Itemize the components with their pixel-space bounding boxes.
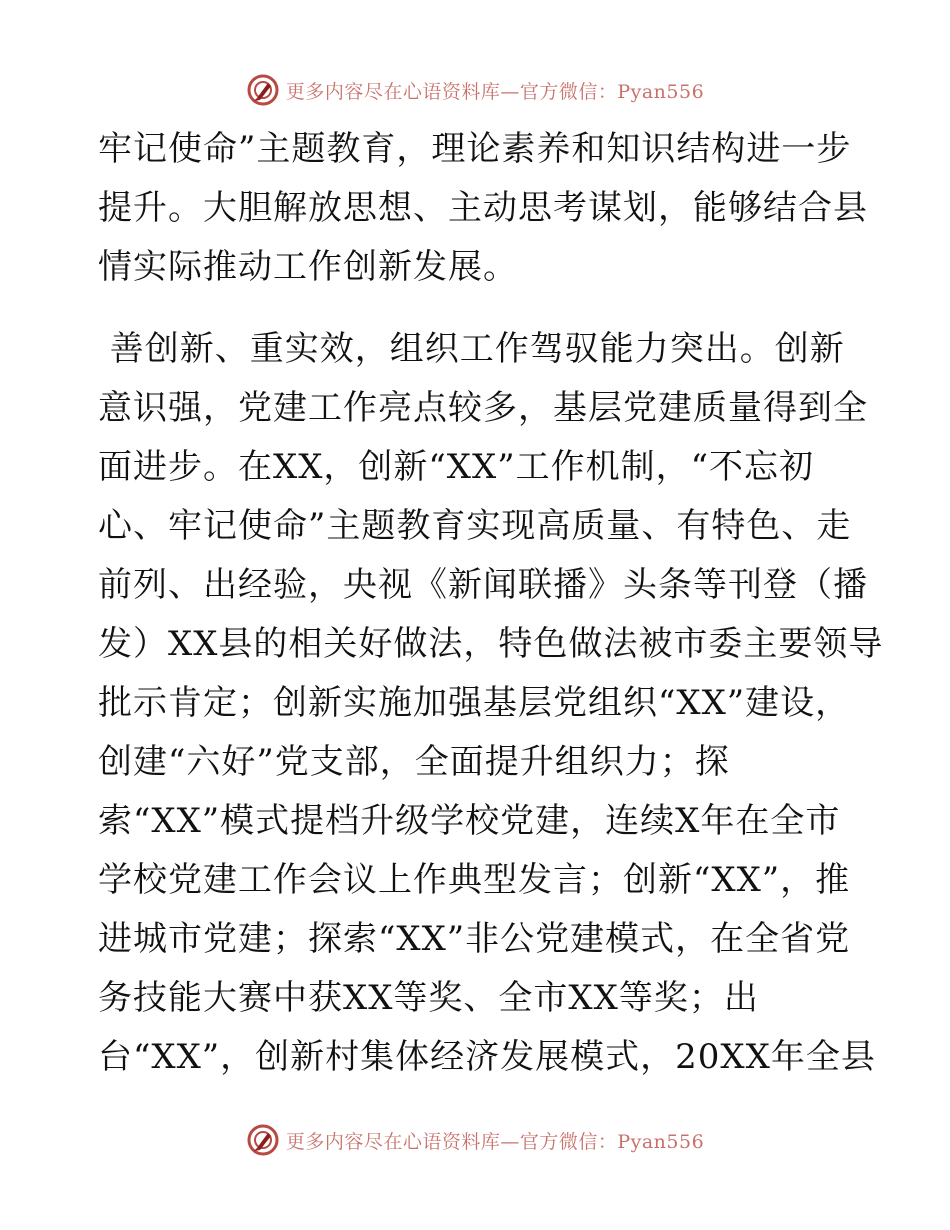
text-line: 面进步。在XX，创新“XX”工作机制，“不忘初 <box>98 447 814 487</box>
text-line: 心、牢记使命”主题教育实现高质量、有特色、走 <box>98 506 852 546</box>
footer-banner-text: 更多内容尽在心语资料库—官方微信：Pyan556 <box>285 1130 705 1153</box>
document-body <box>98 120 884 1087</box>
text-line: 发）XX县的相关好做法，特色做法被市委主要领导 <box>98 624 884 664</box>
text-line: 创建“六好”党支部，全面提升组织力；探 <box>98 742 730 782</box>
pen-nib-logo-icon <box>246 73 280 107</box>
paragraph-2 <box>98 320 884 1087</box>
paragraph-1 <box>98 120 868 297</box>
footer-banner <box>0 1120 950 1160</box>
text-line: 务技能大赛中获XX等奖、全市XX等奖；出 <box>98 978 759 1018</box>
text-line: 善创新、重实效，组织工作驾驭能力突出。创新 <box>98 329 845 369</box>
text-line: 牢记使命”主题教育，理论素养和知识结构进一步 <box>98 129 852 169</box>
header-banner-text: 更多内容尽在心语资料库—官方微信：Pyan556 <box>285 80 705 103</box>
header-banner <box>0 70 950 110</box>
pen-nib-logo-icon <box>246 1123 280 1157</box>
text-line: 意识强，党建工作亮点较多，基层党建质量得到全 <box>98 388 868 428</box>
text-line: 进城市党建；探索“XX”非公党建模式，在全省党 <box>98 919 851 959</box>
text-line: 索“XX”模式提档升级学校党建，连续X年在全市 <box>98 801 841 841</box>
text-line: 学校党建工作会议上作典型发言；创新“XX”，推 <box>98 860 851 900</box>
text-line: 前列、出经验，央视《新闻联播》头条等刊登（播 <box>98 565 868 605</box>
text-line: 情实际推动工作创新发展。 <box>98 247 518 287</box>
text-line: 台“XX”，创新村集体经济发展模式，20XX年全县 <box>98 1037 876 1077</box>
text-line: 批示肯定；创新实施加强基层党组织“XX”建设， <box>98 683 851 723</box>
text-line: 提升。大胆解放思想、主动思考谋划，能够结合县 <box>98 188 868 228</box>
